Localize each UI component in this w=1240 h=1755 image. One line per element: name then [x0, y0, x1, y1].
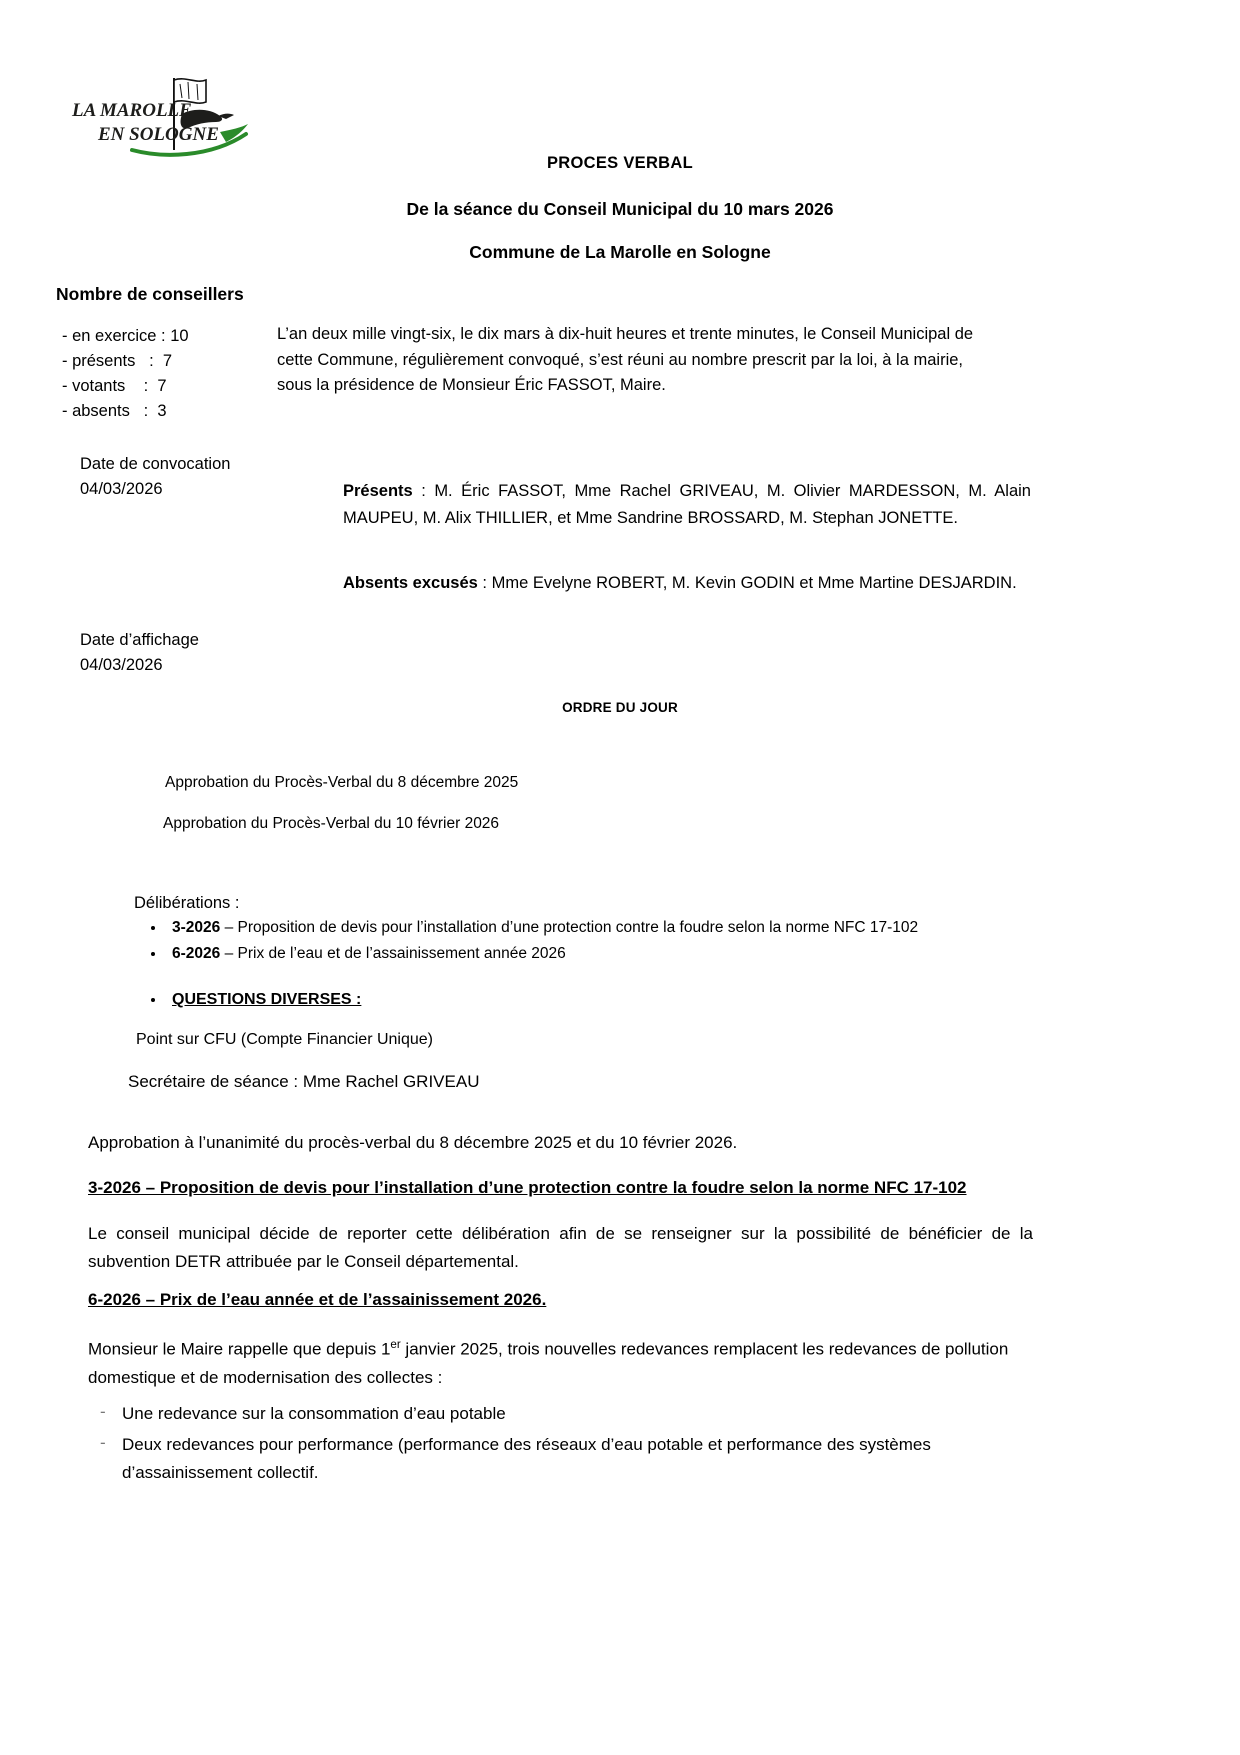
agenda-item-pv-fevrier: Approbation du Procès-Verbal du 10 février 2026	[163, 815, 500, 832]
councillors-heading: Nombre de conseillers	[56, 284, 244, 304]
intro-paragraph: L’an deux mille vingt-six, le dix mars à dix-huit heures et trente minutes, le Conseil Municipal de cette Commune, régulièrement convoqué, s’est réuni au nombre prescrit par la loi, à la mairie, sous la présidence de Monsieur Éric FASSOT, Maire.	[277, 325, 974, 394]
deliberation-2-text-part1: Monsieur le Maire rappelle que depuis 1	[88, 1339, 391, 1359]
agenda-item-pv-decembre: Approbation du Procès-Verbal du 8 décembre 2025	[165, 774, 519, 791]
questions-diverses-label: QUESTIONS DIVERSES :	[172, 991, 362, 1008]
affichage-block	[80, 628, 199, 678]
page-subtitle: De la séance du Conseil Municipal du 10 mars 2026	[406, 199, 834, 219]
councillors-item-votants: - votants : 7	[62, 377, 167, 395]
presents-label: Présents	[343, 482, 413, 500]
deliberations-label: Délibérations :	[134, 894, 240, 912]
deliberation-1-heading: 3-2026 – Proposition de devis pour l’installation d’une protection contre la foudre selon la norme NFC 17-102	[88, 1178, 967, 1197]
presents-text: : M. Éric FASSOT, Mme Rachel GRIVEAU, M. Olivier MARDESSON, M. Alain MAUPEU, M. Alix THILLIER, et Mme Sandrine BROSSARD, M. Stephan JONETTE.	[343, 482, 1031, 527]
councillors-item-exercice: - en exercice : 10	[62, 327, 189, 345]
commune-logo	[70, 72, 270, 167]
deliberation-text-1: – Proposition de devis pour l’installation d’une protection contre la foudre selon la norme NFC 17-102	[220, 919, 919, 936]
page-subtitle-commune: Commune de La Marolle en Sologne	[469, 242, 771, 262]
presents-paragraph	[343, 478, 1031, 532]
absents-text: : Mme Evelyne ROBERT, M. Kevin GODIN et Mme Martine DESJARDIN.	[477, 574, 1017, 592]
list-item: - Deux redevances pour performance (performance des réseaux d’eau potable et performance des systèmes d’assainissement collectif.	[118, 1431, 1063, 1487]
list-item	[166, 991, 361, 1009]
point-cfu-text: Point sur CFU (Compte Financier Unique)	[136, 1031, 433, 1048]
convocation-block	[80, 452, 230, 502]
redevances-list	[88, 1400, 1063, 1490]
deliberation-ref-2: 6-2026	[172, 945, 221, 962]
deliberation-2-heading: 6-2026 – Prix de l’eau année et de l’assainissement 2026.	[88, 1290, 547, 1309]
questions-diverses-list	[134, 991, 361, 1009]
list-item: - Une redevance sur la consommation d’eau potable	[118, 1400, 1063, 1428]
deliberation-text-2: – Prix de l’eau et de l’assainissement année 2026	[220, 945, 566, 962]
deliberation-ref-1: 3-2026	[172, 919, 221, 936]
absents-paragraph	[343, 570, 1031, 597]
secretaire-seance-text: Secrétaire de séance : Mme Rachel GRIVEAU	[128, 1072, 480, 1091]
ordinal-suffix: er	[390, 1339, 401, 1351]
affichage-label: Date d’affichage	[80, 631, 199, 649]
page-title: PROCES VERBAL	[546, 154, 693, 172]
approbation-paragraph: Approbation à l’unanimité du procès-verbal du 8 décembre 2025 et du 10 février 2026.	[88, 1133, 738, 1152]
councillors-list	[62, 324, 189, 424]
deliberation-2-text-part2: janvier 2025, trois nouvelles redevances remplacent les redevances de pollution domestique et de modernisation des collectes :	[88, 1339, 1009, 1387]
convocation-date: 04/03/2026	[80, 480, 163, 498]
absents-label: Absents excusés	[343, 574, 478, 592]
councillors-item-presents: - présents : 7	[62, 352, 173, 370]
deliberation-1-paragraph: Le conseil municipal décide de reporter cette délibération afin de se renseigner sur la possibilité de bénéficier de la subvention DETR attribuée par le Conseil départemental.	[88, 1224, 1033, 1271]
councillors-item-absents: - absents : 3	[62, 402, 167, 420]
list-item	[166, 941, 1066, 967]
convocation-label: Date de convocation	[80, 455, 231, 473]
agenda-heading: ORDRE DU JOUR	[562, 700, 678, 715]
logo-line2: EN SOLOGNE	[98, 124, 219, 145]
deliberation-2-paragraph	[88, 1331, 1033, 1392]
logo-line1: LA MAROLLE	[72, 100, 192, 121]
list-item	[166, 915, 1066, 941]
affichage-date: 04/03/2026	[80, 656, 163, 674]
deliberations-list	[134, 915, 1066, 967]
